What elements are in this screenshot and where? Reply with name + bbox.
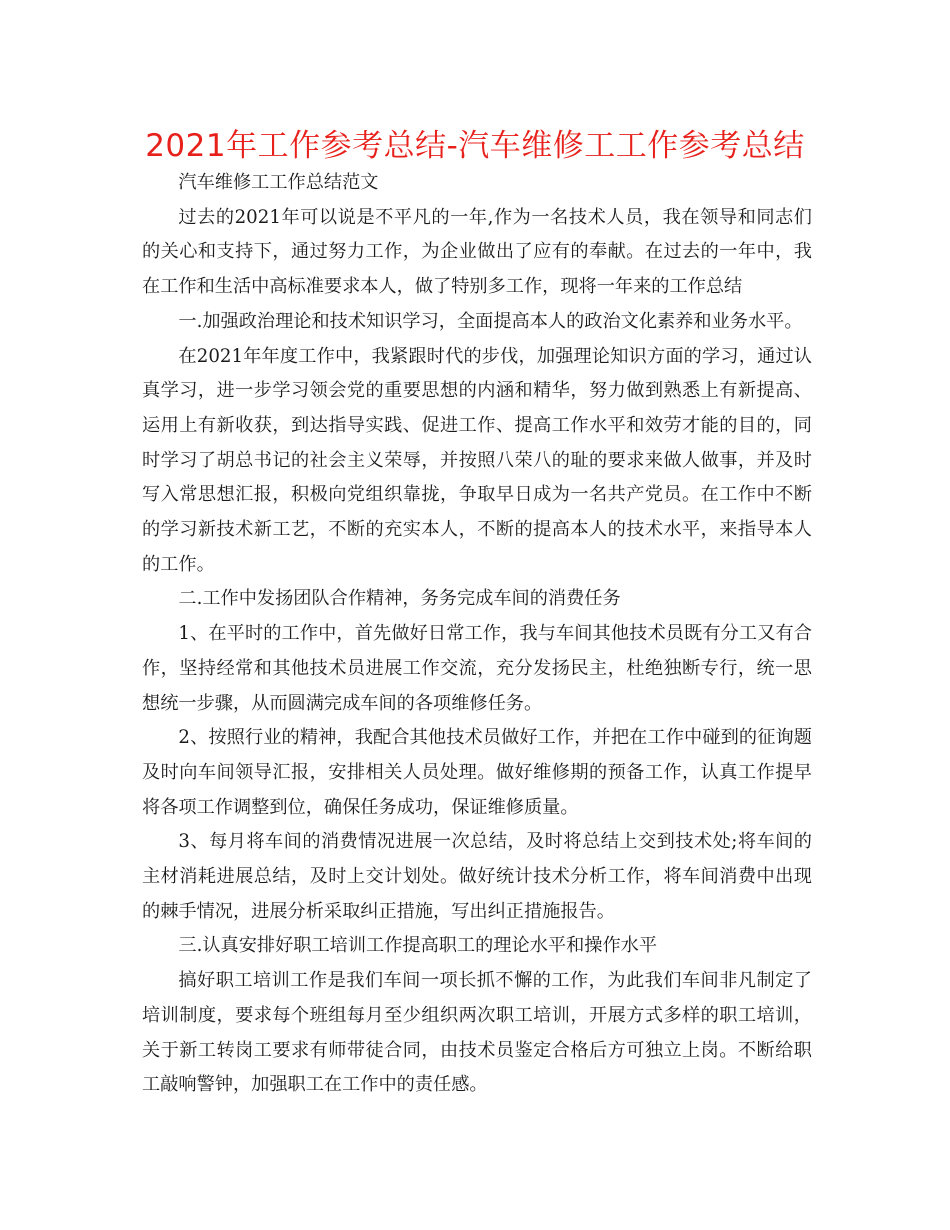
section-heading-1: 一.加强政治理论和技术知识学习，全面提高本人的政治文化素养和业务水平。: [178, 310, 803, 332]
document-body: [142, 166, 812, 1103]
paragraph-item-3: 3、每月将车间的消费情况进展一次总结，及时将总结上交到技术处;将车间的主材消耗进展总结，及时上交计划处。做好统计技术分析工作，将车间消费中出现的棘手情况，进展分析采取纠正措施，写出纠正措施报告。: [142, 831, 812, 922]
paragraph-subtitle: 汽车维修工工作总结范文: [178, 172, 379, 193]
paragraph-section-3: 搞好职工培训工作是我们车间一项长抓不懈的工作，为此我们车间非凡制定了培训制度，要求每个班组每月至少组织两次职工培训，开展方式多样的职工培训，关于新工转岗工要求有师带徒合同，由技术员鉴定合格后方可独立上岗。不断给职工敲响警钟，加强职工在工作中的责任感。: [142, 970, 812, 1096]
document-title: 2021年工作参考总结-汽车维修工工作参考总结: [145, 128, 805, 164]
paragraph-item-1: 1、在平时的工作中，首先做好日常工作，我与车间其他技术员既有分工又有合作，坚持经常和其他技术员进展工作交流，充分发扬民主，杜绝独断专行，统一思想统一步骤，从而圆满完成车间的各项维修任务。: [142, 623, 812, 714]
section-heading-2: 二.工作中发扬团队合作精神，务务完成车间的消费任务: [178, 588, 621, 610]
paragraph-item-2: 2、按照行业的精神，我配合其他技术员做好工作，并把在工作中碰到的征询题及时向车间领导汇报，安排相关人员处理。做好维修期的预备工作，认真工作提早将各项工作调整到位，确保任务成功，保证维修质量。: [142, 727, 812, 818]
paragraph-section-1: 在2021年年度工作中，我紧跟时代的步伐，加强理论知识方面的学习，通过认真学习，进一步学习领会党的重要思想的内涵和精华，努力做到熟悉上有新提高、运用上有新收获，到达指导实践、促进工作、提高工作水平和效劳才能的目的，同时学习了胡总书记的社会主义荣辱，并按照八荣八的耻的要求来做人做事，并及时写入常思想汇报，积极向党组织靠拢，争取早日成为一名共产党员。在工作中不断的学习新技术新工艺，不断的充实本人，不断的提高本人的技术水平，来指导本人的工作。: [142, 345, 812, 575]
paragraph-intro: 过去的2021年可以说是不平凡的一年,作为一名技术人员，我在领导和同志们的关心和支持下，通过努力工作，为企业做出了应有的奉献。在过去的一年中，我在工作和生活中高标准要求本人，做了特别多工作，现将一年来的工作总结: [142, 206, 812, 298]
section-heading-3: 三.认真安排好职工培训工作提高职工的理论水平和操作水平: [178, 935, 658, 957]
